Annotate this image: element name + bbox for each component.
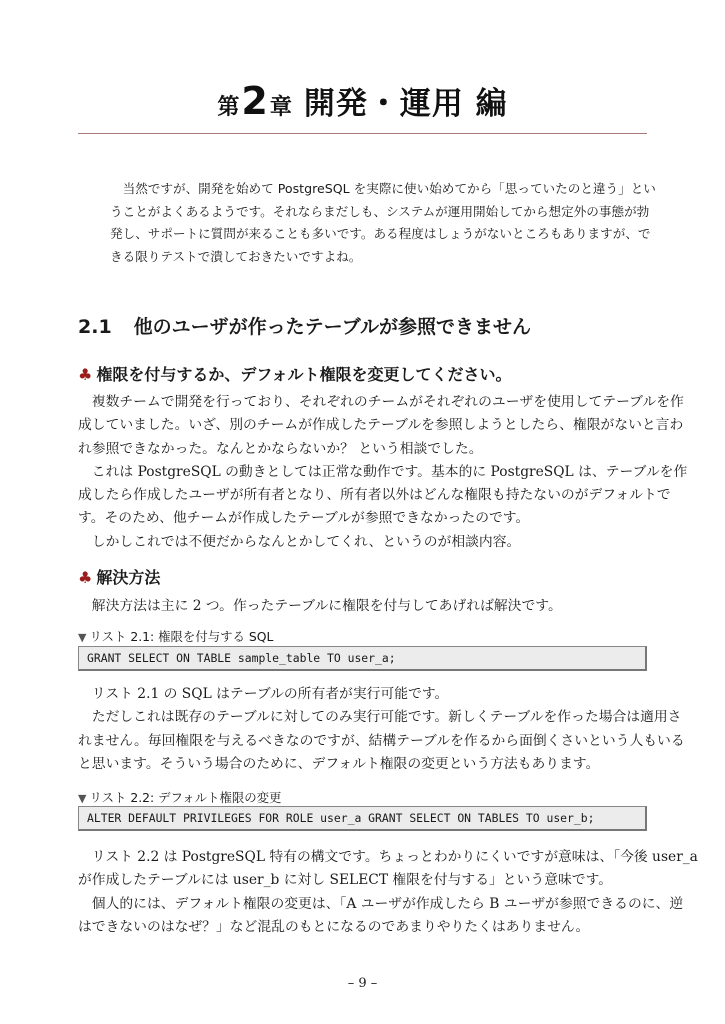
title-rule xyxy=(78,133,647,134)
text-line: 複数チームで開発を行っており、それぞれのチームがそれぞれのユーザを使用してテーブルを作 xyxy=(91,394,684,410)
code-text: GRANT SELECT ON TABLE sample_table TO user_a; xyxy=(87,651,396,665)
text-line: しかしこれでは不便だからなんとかしてくれ、というのが相談内容。 xyxy=(91,533,521,550)
chapter-prefix: 第 xyxy=(217,95,240,120)
question-text: 権限を付与するか、デフォルト権限を変更してください。 xyxy=(96,365,512,384)
chapter-name: 開発・運用 編 xyxy=(303,86,508,122)
intro-paragraph xyxy=(110,178,656,268)
chapter-number: 2 xyxy=(241,79,268,123)
section-title: 他のユーザが作ったテーブルが参照できません xyxy=(133,316,531,338)
text-line: 解決方法は主に 2 つ。作ったテーブルに権限を付与してあげれば解決です。 xyxy=(91,598,562,614)
text-line: リスト 2.1 の SQL はテーブルの所有者が実行可能です。 xyxy=(91,686,449,702)
text-line: ただしこれは既存のテーブルに対してのみ実行可能です。新しくテーブルを作った場合は適用さ xyxy=(91,709,682,726)
text-line: れません。毎回権限を与えるべきなのですが、結構テーブルを作るから面倒くさいという人もいる xyxy=(78,732,685,749)
text-line: す。そのため、他チームが作成したテーブルが参照できなかったのです。 xyxy=(78,510,530,527)
page-number: – 9 – xyxy=(347,976,378,991)
club-icon: ♣ xyxy=(78,365,93,384)
solution-heading xyxy=(78,565,160,588)
section-number: 2.1 xyxy=(78,316,112,338)
code-block xyxy=(78,806,647,831)
text-line: 成したら作成したユーザが所有者となり、所有者以外はどんな権限も持たないのがデフォルトで xyxy=(78,487,671,504)
text-line: れ参照できなかった。なんとかならないか？ という相談でした。 xyxy=(78,440,483,457)
club-icon: ♣ xyxy=(78,568,93,587)
listing-caption xyxy=(78,788,281,806)
text-line: はできないのはなぜ？」など混乱のもとになるのであまりやりたくはありません。 xyxy=(78,918,590,935)
triangle-down-icon: ▼ xyxy=(78,631,87,644)
body-paragraphs-2 xyxy=(78,683,685,776)
text-line: 個人的には、デフォルト権限の変更は、「A ユーザが作成したら B ユーザが参照できるのに、逆 xyxy=(91,895,684,912)
code-block xyxy=(78,646,647,671)
body-paragraphs-3 xyxy=(78,846,698,939)
listing-caption-text: リスト 2.1: 権限を付与する SQL xyxy=(89,629,274,644)
text-line: 当然ですが、開発を始めて PostgreSQL を実際に使い始めてから「思っていたのと違う」とい xyxy=(122,181,656,196)
triangle-down-icon: ▼ xyxy=(78,792,87,805)
text-line: 発し、サポートに質問が来ることも多いです。ある程度はしょうがないところもありますが、で xyxy=(110,226,651,241)
text-line: と思います。そういう場合のために、デフォルト権限の変更という方法もあります。 xyxy=(78,755,600,772)
text-line: リスト 2.2 は PostgreSQL 特有の構文です。ちょっとわかりにくいですが意味は、「今後 user_a xyxy=(91,849,698,865)
solution-heading-text: 解決方法 xyxy=(96,568,161,587)
solution-text xyxy=(78,595,562,618)
listing-caption-text: リスト 2.2: デフォルト権限の変更 xyxy=(89,790,282,805)
code-text: ALTER DEFAULT PRIVILEGES FOR ROLE user_a GRANT SELECT ON TABLES TO user_b; xyxy=(87,811,595,825)
text-line: きる限りテストで潰しておきたいですよね。 xyxy=(110,248,362,264)
text-line: うことがよくあるようです。それならまだしも、システムが運用開始してから想定外の事態が勃 xyxy=(110,203,650,219)
section-heading xyxy=(78,312,531,339)
text-line: が作成したテーブルには user_b に対し SELECT 権限を付与する」という意味です。 xyxy=(78,872,613,889)
question-heading xyxy=(78,362,512,385)
chapter-title xyxy=(0,78,725,123)
listing-caption xyxy=(78,627,273,645)
text-line: 成していました。いざ、別のチームが作成したテーブルを参照しようとしたら、権限がないと言わ xyxy=(78,417,684,434)
chapter-suffix: 章 xyxy=(269,95,292,120)
body-paragraphs-1 xyxy=(78,391,687,554)
text-line: これは PostgreSQL の動きとしては正常な動作です。基本的に PostgreSQL は、テーブルを作 xyxy=(91,463,688,480)
